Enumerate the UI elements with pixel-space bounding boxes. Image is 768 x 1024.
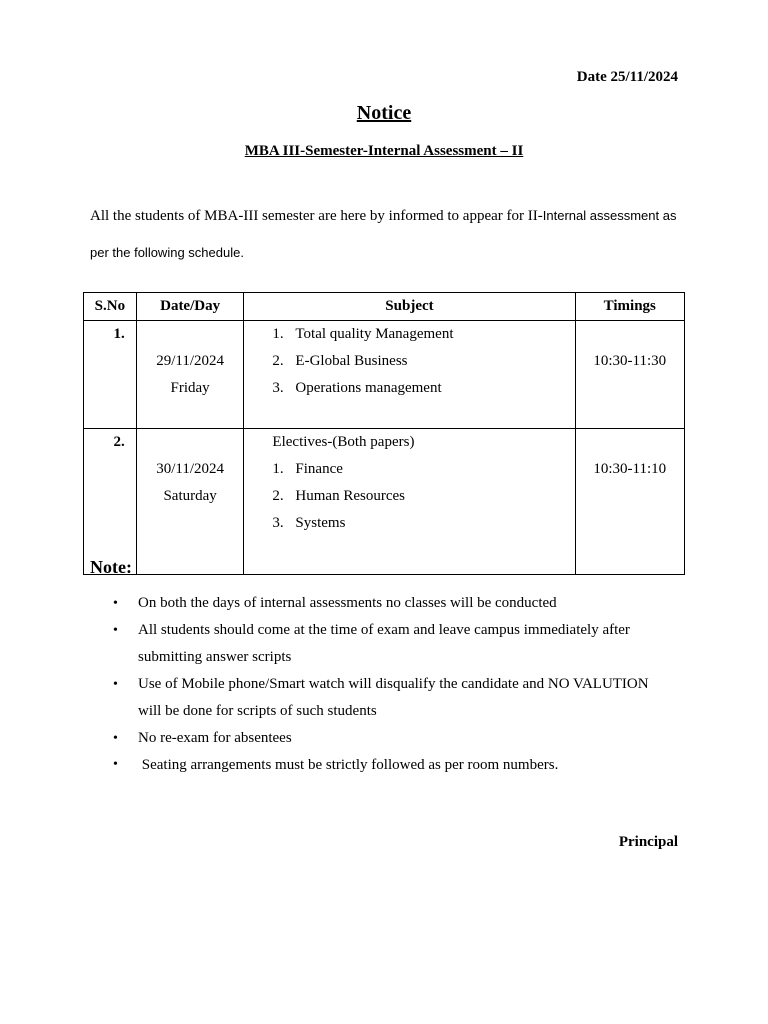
row-subjects [244, 321, 575, 429]
subject-name: E-Global Business [295, 353, 408, 369]
subject-number: 1. [272, 461, 284, 477]
note-text: On both the days of internal assessments no classes will be conducted [138, 595, 557, 611]
page-title: Notice [356, 102, 412, 124]
table-header-row [84, 293, 685, 321]
notice-subtitle: MBA III-Semester-Internal Assessment – II [244, 143, 524, 159]
row-timing: 10:30-11:30 [575, 321, 684, 429]
table-row [84, 429, 685, 575]
bullet-icon: • [113, 623, 118, 638]
subject-number: 2. [272, 353, 284, 369]
schedule-table [83, 292, 685, 575]
subject-item [272, 483, 574, 510]
table-row [84, 321, 685, 429]
row-timing: 10:30-11:10 [575, 429, 684, 575]
subject-name: Finance [295, 461, 343, 477]
row-subjects [244, 429, 575, 575]
row-date-day [136, 429, 244, 575]
subject-item [272, 456, 574, 483]
signature-principal: Principal [618, 834, 678, 850]
subject-item [272, 321, 574, 348]
bullet-icon: • [113, 757, 118, 772]
note-text: Seating arrangements must be strictly followed as per room numbers. [138, 757, 559, 773]
subject-item [272, 375, 574, 402]
note-text: All students should come at the time of exam and leave campus immediately after submitting answer scripts [138, 622, 630, 665]
note-text: No re-exam for absentees [138, 730, 292, 746]
header-subject: Subject [244, 293, 575, 321]
header-sno: S.No [84, 293, 137, 321]
row-sno: 2. [84, 429, 137, 575]
note-text: Use of Mobile phone/Smart watch will disqualify the candidate and NO VALUTION will be done for scripts of such students [138, 676, 649, 719]
list-item [113, 752, 673, 778]
intro-text-sans: Internal assessment as [542, 208, 677, 223]
subject-number: 2. [272, 488, 284, 504]
row-date: 30/11/2024 [156, 461, 224, 477]
subject-name: Human Resources [295, 488, 405, 504]
bullet-icon: • [113, 677, 118, 692]
intro-line-1 [90, 208, 676, 225]
intro-text-serif: All the students of MBA-III semester are here by informed to appear for II- [90, 208, 543, 224]
header-date-day: Date/Day [136, 293, 244, 321]
notes-list [113, 590, 673, 778]
list-item [113, 617, 673, 671]
row-day: Friday [170, 380, 210, 396]
list-item [113, 725, 673, 752]
row-day: Saturday [163, 488, 217, 504]
subject-list [272, 321, 574, 402]
subject-name: Total quality Management [295, 326, 454, 342]
subject-number: 3. [272, 515, 284, 531]
note-heading: Note: [90, 557, 132, 577]
subjects-heading: Electives-(Both papers) [272, 434, 415, 450]
subject-name: Systems [295, 515, 346, 531]
subject-number: 3. [272, 380, 284, 396]
row-date: 29/11/2024 [156, 353, 224, 369]
notice-date: Date 25/11/2024 [576, 69, 678, 85]
list-item [113, 671, 673, 725]
intro-line-2: per the following schedule. [90, 245, 244, 260]
bullet-icon: • [113, 596, 118, 611]
subject-item [272, 348, 574, 375]
subject-list [272, 456, 574, 537]
bullet-icon: • [113, 731, 118, 746]
row-date-day [136, 321, 244, 429]
subject-item [272, 510, 574, 537]
subject-number: 1. [272, 326, 284, 342]
row-sno: 1. [84, 321, 137, 429]
subject-name: Operations management [295, 380, 442, 396]
list-item [113, 590, 673, 617]
header-timings: Timings [575, 293, 684, 321]
